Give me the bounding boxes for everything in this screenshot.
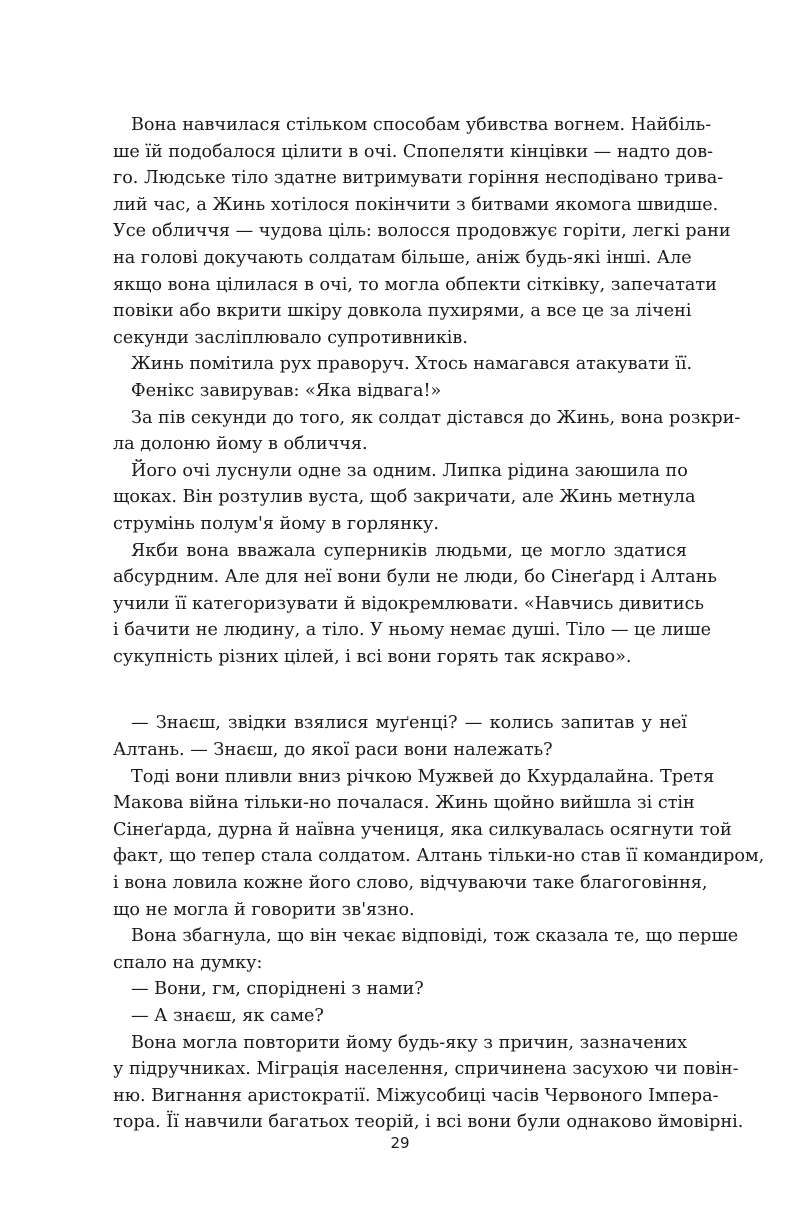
paragraph — [113, 351, 693, 378]
text-line: Його очі луснули одне за одним. Липка рідина заюшила по — [131, 460, 688, 481]
text-line: ню. Вигнання аристократії. Міжусобиці часів Червоного Імпера- — [113, 1085, 719, 1106]
paragraph — [113, 710, 687, 763]
paragraph — [113, 764, 765, 924]
text-line: тора. Її навчили багатьох теорій, і всі вони були однаково ймовірні. — [113, 1112, 744, 1133]
text-line: струмінь полум'я йому в горлянку. — [113, 513, 439, 534]
text-line: Тоді вони пливли вниз річкою Мужвей до Кхурдалайна. Третя — [131, 766, 715, 787]
paragraph — [113, 458, 696, 538]
text-line: Вона збагнула, що він чекає відповіді, тож сказала те, що перше — [131, 926, 739, 947]
text-line: лий час, а Жинь хотілося покінчити з битвами якомога швидше. — [113, 194, 719, 215]
text-line: Жинь помітила рух праворуч. Хтось намагався атакувати її. — [131, 354, 693, 375]
text-line: — А знаєш, як саме? — [131, 1006, 324, 1026]
text-line: секунди засліплювало супротивників. — [113, 327, 468, 348]
text-line: — Вони, гм, споріднені з нами? — [131, 979, 424, 1000]
text-line: абсурдним. Але для неї вони були не люди, бо Сінеґард і Алтань — [113, 567, 717, 588]
text-line: Сінеґарда, дурна й наївна учениця, яка силкувалась осягнути той — [113, 819, 732, 840]
paragraph — [113, 976, 687, 1003]
text-line: Алтань. — Знаєш, до якої раси вони належать? — [113, 740, 553, 761]
text-line: ла долоню йому в обличчя. — [113, 434, 368, 455]
text-line: що не могла й говорити зв'язно. — [113, 899, 415, 920]
text-line: факт, що тепер стала солдатом. Алтань тільки-но став її командиром, — [113, 846, 765, 867]
paragraph — [113, 1030, 744, 1136]
text-line: Вона могла повторити йому будь-яку з причин, зазначених — [131, 1032, 687, 1053]
text-line: Вона навчилася стільком способам убивства вогнем. Найбіль- — [131, 115, 712, 135]
page-body — [113, 112, 765, 1136]
text-line: Макова війна тільки-но почалася. Жинь щойно вийшла зі стін — [113, 793, 695, 814]
text-line: За пів секунди до того, як солдат дістався до Жинь, вона розкри- — [131, 407, 741, 428]
page-number: 29 — [390, 1134, 410, 1152]
text-line: і бачити не людину, а тіло. У ньому немає душі. Тіло — це лише — [113, 620, 711, 641]
paragraph — [113, 405, 741, 458]
text-line: на голові докучають солдатам більше, аніж будь-які інші. Але — [113, 247, 692, 268]
paragraph — [113, 538, 717, 671]
text-line: сукупність різних цілей, і всі вони горять так яскраво». — [113, 646, 632, 667]
paragraph — [113, 923, 739, 976]
text-line: — Знаєш, звідки взялися муґенці? — колись запитав у неї — [131, 713, 687, 734]
text-line: і вона ловила кожне його слово, відчуваючи таке благоговіння, — [113, 873, 708, 894]
text-line: спало на думку: — [113, 952, 263, 973]
text-line: учили її категоризувати й відокремлювати. «Навчись дивитись — [113, 593, 705, 614]
text-line: Усе обличчя — чудова ціль: волосся продовжує горіти, легкі рани — [113, 221, 731, 242]
text-line: у підручниках. Міграція населення, спричинена засухою чи повін- — [113, 1059, 739, 1080]
text-line: го. Людське тіло здатне витримувати горіння несподівано трива- — [113, 168, 724, 189]
text-line: Фенікс завирував: «Яка відвага!» — [131, 380, 442, 401]
text-line: щоках. Він розтулив вуста, щоб закричати, але Жинь метнула — [113, 487, 696, 508]
paragraph — [113, 112, 731, 351]
text-line: ше їй подобалося цілити в очі. Спопеляти кінцівки — надто дов- — [113, 141, 714, 162]
paragraph — [113, 378, 687, 405]
section-1 — [113, 112, 741, 670]
text-line: повіки або вкрити шкіру довкола пухирями, а все це за лічені — [113, 301, 692, 322]
text-line: Якби вона вважала суперників людьми, це могло здатися — [131, 540, 687, 561]
section-2 — [113, 710, 765, 1136]
section-break — [113, 670, 687, 710]
paragraph — [113, 1003, 687, 1030]
text-line: якщо вона цілилася в очі, то могла обпекти сітківку, запечатати — [113, 274, 717, 295]
